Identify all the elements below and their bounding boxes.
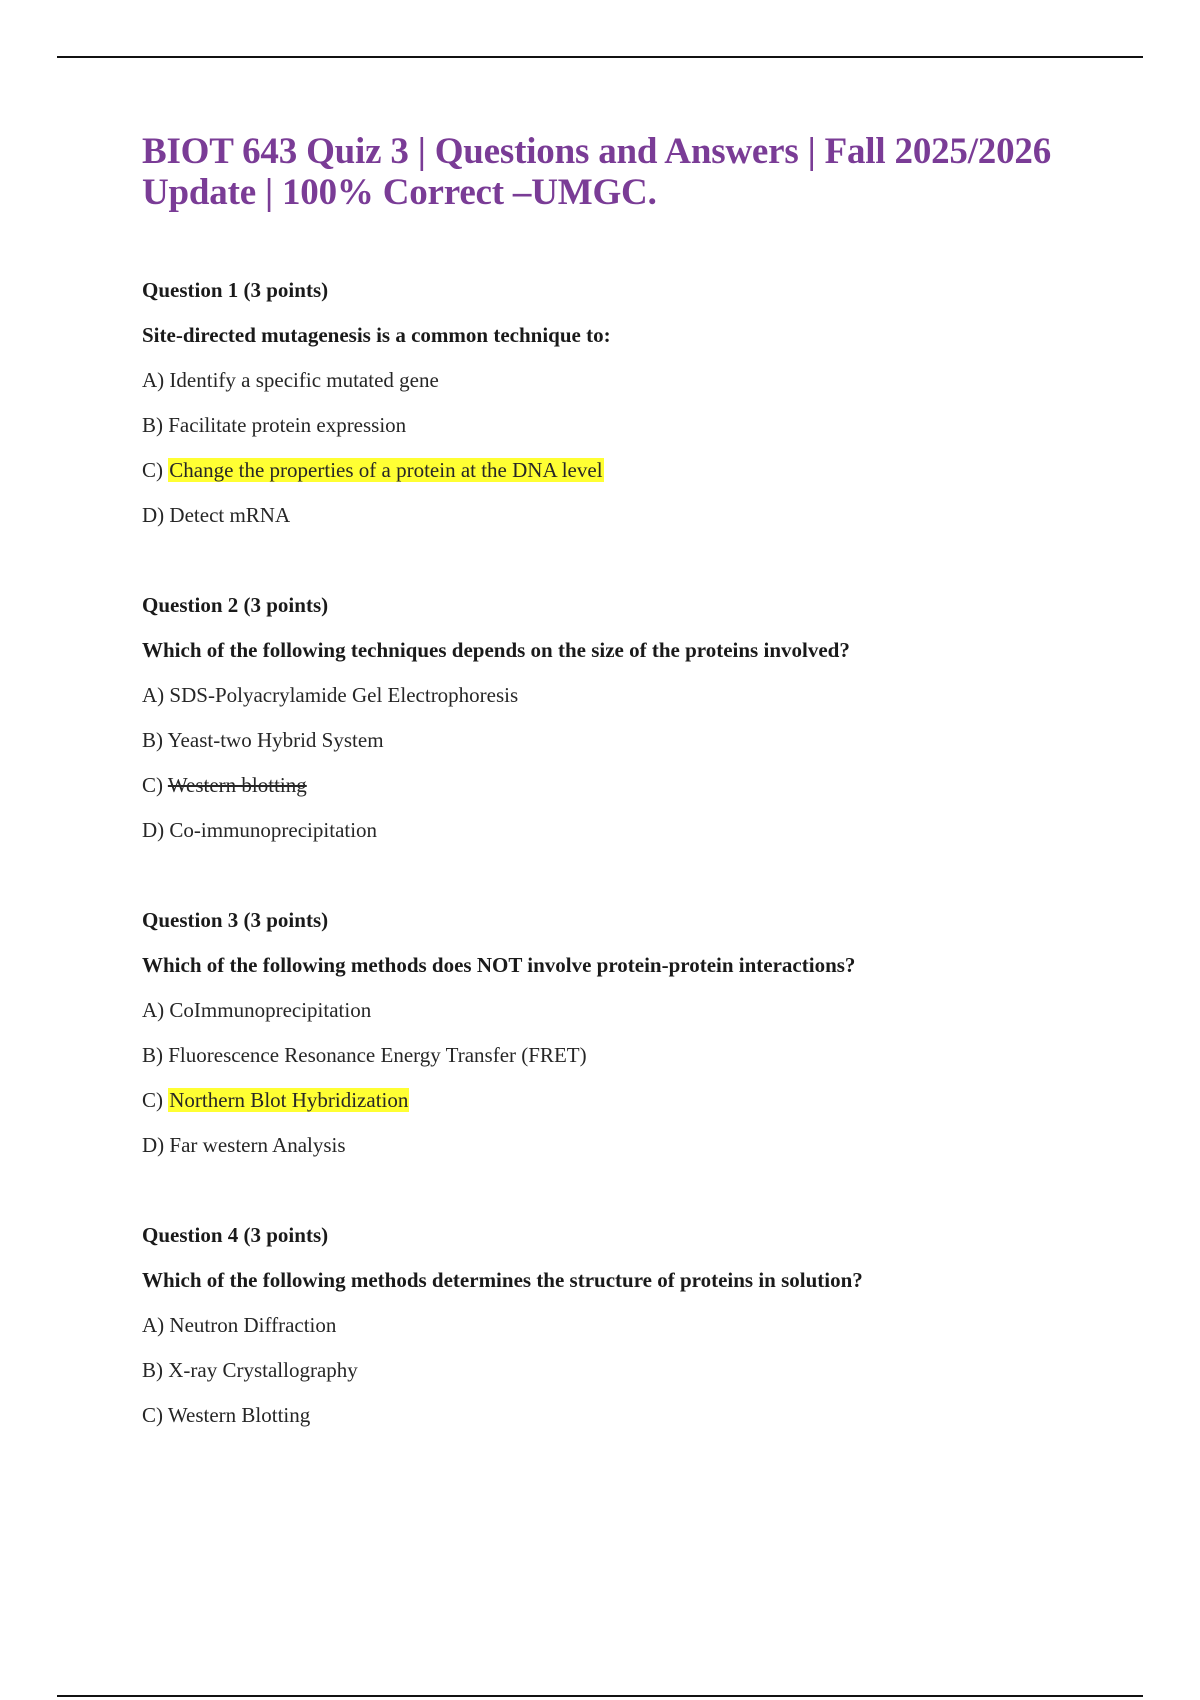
option-letter: A) [142, 368, 165, 392]
document-body [142, 131, 1102, 1427]
answer-option-b [142, 1043, 1102, 1067]
option-letter: D) [142, 503, 165, 527]
option-text: Facilitate protein expression [168, 413, 407, 437]
option-letter: B) [142, 413, 163, 437]
option-letter: D) [142, 1133, 165, 1157]
answer-option-d [142, 1133, 1102, 1157]
option-letter: C) [142, 458, 163, 482]
option-letter: B) [142, 1358, 163, 1382]
question-heading: Question 2 (3 points) [142, 593, 329, 617]
question-prompt: Which of the following methods does NOT involve protein-protein interactions? [142, 953, 856, 977]
option-text: Co-immunoprecipitation [169, 818, 378, 842]
bottom-rule [57, 1695, 1143, 1697]
answer-option-a [142, 368, 1102, 392]
question-2 [142, 593, 1102, 842]
answer-option-d [142, 503, 1102, 527]
option-letter: B) [142, 1043, 163, 1067]
answer-option-c [142, 458, 1102, 482]
option-letter: D) [142, 818, 165, 842]
question-prompt: Which of the following techniques depends on the size of the proteins involved? [142, 638, 850, 662]
option-text: SDS-Polyacrylamide Gel Electrophoresis [169, 683, 519, 707]
option-letter: C) [142, 1403, 163, 1427]
option-letter: C) [142, 1088, 163, 1112]
option-text: Far western Analysis [169, 1133, 346, 1157]
option-letter: A) [142, 998, 165, 1022]
answer-option-d [142, 818, 1102, 842]
answer-option-b [142, 728, 1102, 752]
option-text: Identify a specific mutated gene [169, 368, 439, 392]
highlighted-answer-text: Northern Blot Hybridization [169, 1088, 409, 1112]
option-text: Neutron Diffraction [169, 1313, 337, 1337]
option-text: Detect mRNA [169, 503, 291, 527]
answer-option-b [142, 413, 1102, 437]
option-text: Yeast-two Hybrid System [167, 728, 384, 752]
question-1 [142, 278, 1102, 527]
answer-option-c [142, 773, 1102, 797]
question-prompt: Which of the following methods determines the structure of proteins in solution? [142, 1268, 863, 1292]
option-text: X-ray Crystallography [168, 1358, 358, 1382]
document-title: BIOT 643 Quiz 3 | Questions and Answers | Fall 2025/2026 Update | 100% Correct –UMGC. [142, 131, 1051, 213]
question-4 [142, 1223, 1102, 1427]
option-text: CoImmunoprecipitation [169, 998, 372, 1022]
struck-answer-text: Western blotting [167, 773, 307, 797]
question-prompt: Site-directed mutagenesis is a common technique to: [142, 323, 611, 347]
option-letter: A) [142, 683, 165, 707]
option-letter: A) [142, 1313, 165, 1337]
answer-option-c [142, 1403, 1102, 1427]
option-text: Western Blotting [167, 1403, 311, 1427]
answer-option-a [142, 998, 1102, 1022]
question-heading: Question 4 (3 points) [142, 1223, 329, 1247]
top-rule [57, 56, 1143, 58]
answer-option-a [142, 683, 1102, 707]
question-heading: Question 3 (3 points) [142, 908, 329, 932]
answer-option-b [142, 1358, 1102, 1382]
highlighted-answer-text: Change the properties of a protein at the DNA level [169, 458, 603, 482]
question-3 [142, 908, 1102, 1157]
answer-option-a [142, 1313, 1102, 1337]
option-text: Fluorescence Resonance Energy Transfer (FRET) [168, 1043, 587, 1067]
option-letter: B) [142, 728, 163, 752]
answer-option-c [142, 1088, 1102, 1112]
question-heading: Question 1 (3 points) [142, 278, 329, 302]
option-letter: C) [142, 773, 163, 797]
